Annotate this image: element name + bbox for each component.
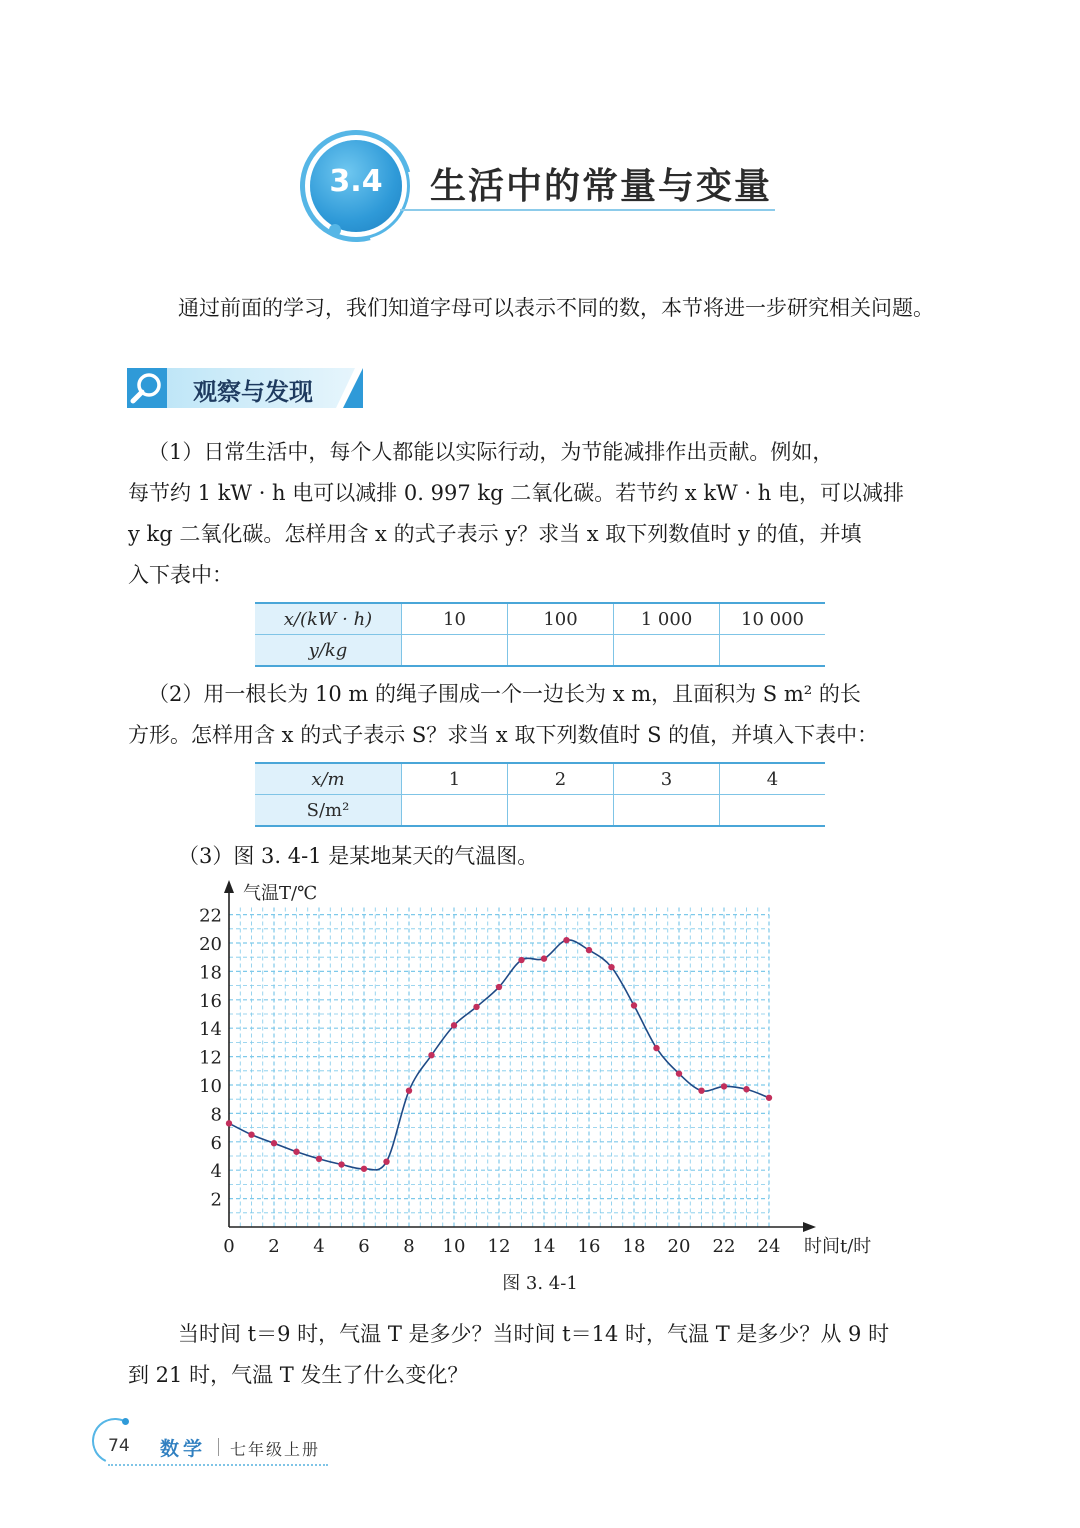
temperature-data-point xyxy=(721,1083,727,1089)
question-line2: 到 21 时，气温 T 发生了什么变化？ xyxy=(128,1363,469,1387)
x-tick-label: 20 xyxy=(667,1236,691,1257)
y-tick-label: 10 xyxy=(199,1076,222,1097)
temperature-data-point xyxy=(406,1087,412,1093)
temperature-data-point xyxy=(653,1045,659,1051)
problem1-line3: y kg 二氧化碳。怎样用含 x 的式子表示 y？求当 x 取下列数值时 y 的值，并填 xyxy=(128,522,862,546)
table-cell: 2 xyxy=(508,763,614,795)
y-tick-label: 8 xyxy=(210,1104,222,1126)
table-cell: 1 000 xyxy=(614,603,720,635)
temperature-data-point xyxy=(316,1156,322,1162)
problem1-line2: 每节约 1 kW · h 电可以减排 0. 997 kg 二氧化碳。若节约 x kW · h 电，可以减排 xyxy=(128,481,904,505)
x-axis-arrow xyxy=(803,1222,816,1232)
temperature-data-point xyxy=(473,1004,479,1010)
x-tick-label: 8 xyxy=(403,1236,415,1257)
footer-subject: 数学 xyxy=(160,1438,207,1460)
temperature-data-point xyxy=(541,955,547,961)
temperature-data-point xyxy=(631,1002,637,1008)
y-tick-label: 20 xyxy=(199,934,222,955)
temperature-data-point xyxy=(361,1166,367,1172)
table-cell: 4 xyxy=(720,763,826,795)
section-title: 生活中的常量与变量 xyxy=(430,166,773,207)
x-tick-label: 22 xyxy=(712,1236,736,1257)
x-tick-label: 2 xyxy=(268,1236,280,1257)
y-axis-arrow xyxy=(224,880,234,893)
temperature-data-point xyxy=(743,1086,749,1092)
temperature-data-point xyxy=(271,1140,277,1146)
x-tick-label: 4 xyxy=(313,1236,325,1257)
y-tick-label: 14 xyxy=(199,1019,222,1041)
table-cell: 10 xyxy=(402,603,508,635)
temperature-data-point xyxy=(428,1052,434,1058)
problem1-line1: （1）日常生活中，每个人都能以实际行动，为节能减排作出贡献。例如， xyxy=(148,440,834,464)
chart-caption: 图 3. 4-1 xyxy=(502,1273,578,1294)
x-tick-label: 24 xyxy=(757,1236,781,1257)
temperature-data-point xyxy=(766,1095,772,1101)
y-tick-label: 18 xyxy=(199,962,222,984)
question-line1: 当时间 t＝9 时，气温 T 是多少？当时间 t＝14 时，气温 T 是多少？从 9 时 xyxy=(178,1322,890,1346)
x-tick-label: 16 xyxy=(577,1236,601,1257)
temperature-data-point xyxy=(293,1149,299,1155)
temperature-data-point xyxy=(563,937,569,943)
table-header-cell: S/m² xyxy=(255,795,402,827)
x-axis-label: 时间t/时 xyxy=(804,1236,872,1257)
y-tick-label: 22 xyxy=(199,905,222,927)
x-tick-label: 0 xyxy=(223,1236,235,1257)
x-tick-label: 18 xyxy=(622,1236,646,1257)
table-header-cell: x/m xyxy=(255,763,402,795)
temperature-data-point xyxy=(451,1022,457,1028)
banner-title: 观察与发现 xyxy=(193,378,313,406)
temperature-data-point xyxy=(518,957,524,963)
page-number: 74 xyxy=(108,1436,130,1456)
problem2-line2: 方形。怎样用含 x 的式子表示 S？求当 x 取下列数值时 S 的值，并填入下表中： xyxy=(128,723,879,747)
problem3-line1: （3）图 3. 4-1 是某地某天的气温图。 xyxy=(178,844,539,868)
table-cell: 10 000 xyxy=(720,603,826,635)
x-tick-label: 14 xyxy=(532,1236,556,1257)
temperature-data-point xyxy=(338,1161,344,1167)
temperature-data-point xyxy=(586,947,592,953)
y-tick-label: 4 xyxy=(210,1161,222,1183)
section-number: 3.4 xyxy=(329,164,383,199)
table-header-cell: x/(kW · h) xyxy=(255,603,402,635)
temperature-data-point xyxy=(698,1087,704,1093)
footer-dot-decoration xyxy=(122,1418,129,1425)
intro-text: 通过前面的学习，我们知道字母可以表示不同的数，本节将进一步研究相关问题。 xyxy=(178,296,934,320)
y-tick-label: 12 xyxy=(199,1047,222,1069)
temperature-data-point xyxy=(496,984,502,990)
problem1-line4: 入下表中： xyxy=(128,563,233,587)
table-cell: 1 xyxy=(402,763,508,795)
x-tick-label: 6 xyxy=(358,1236,370,1257)
x-tick-label: 12 xyxy=(487,1236,511,1257)
temperature-data-point xyxy=(226,1120,232,1126)
temperature-data-point xyxy=(608,964,614,970)
temperature-data-point xyxy=(383,1158,389,1164)
footer-separator xyxy=(218,1438,219,1456)
y-tick-label: 2 xyxy=(210,1189,222,1211)
temperature-data-point xyxy=(676,1070,682,1076)
table-header-cell: y/kg xyxy=(255,635,402,667)
temperature-data-point xyxy=(248,1132,254,1138)
footer-grade: 七年级上册 xyxy=(230,1440,321,1459)
problem2-line1: （2）用一根长为 10 m 的绳子围成一个一边长为 x m，且面积为 S m² 的长 xyxy=(148,682,861,706)
footer-dotted-line xyxy=(108,1464,328,1466)
x-tick-label: 10 xyxy=(442,1236,466,1257)
y-axis-label: 气温T/℃ xyxy=(243,883,318,904)
y-tick-label: 6 xyxy=(210,1132,222,1154)
table-cell: 3 xyxy=(614,763,720,795)
y-tick-label: 16 xyxy=(199,990,222,1012)
table-cell: 100 xyxy=(508,603,614,635)
